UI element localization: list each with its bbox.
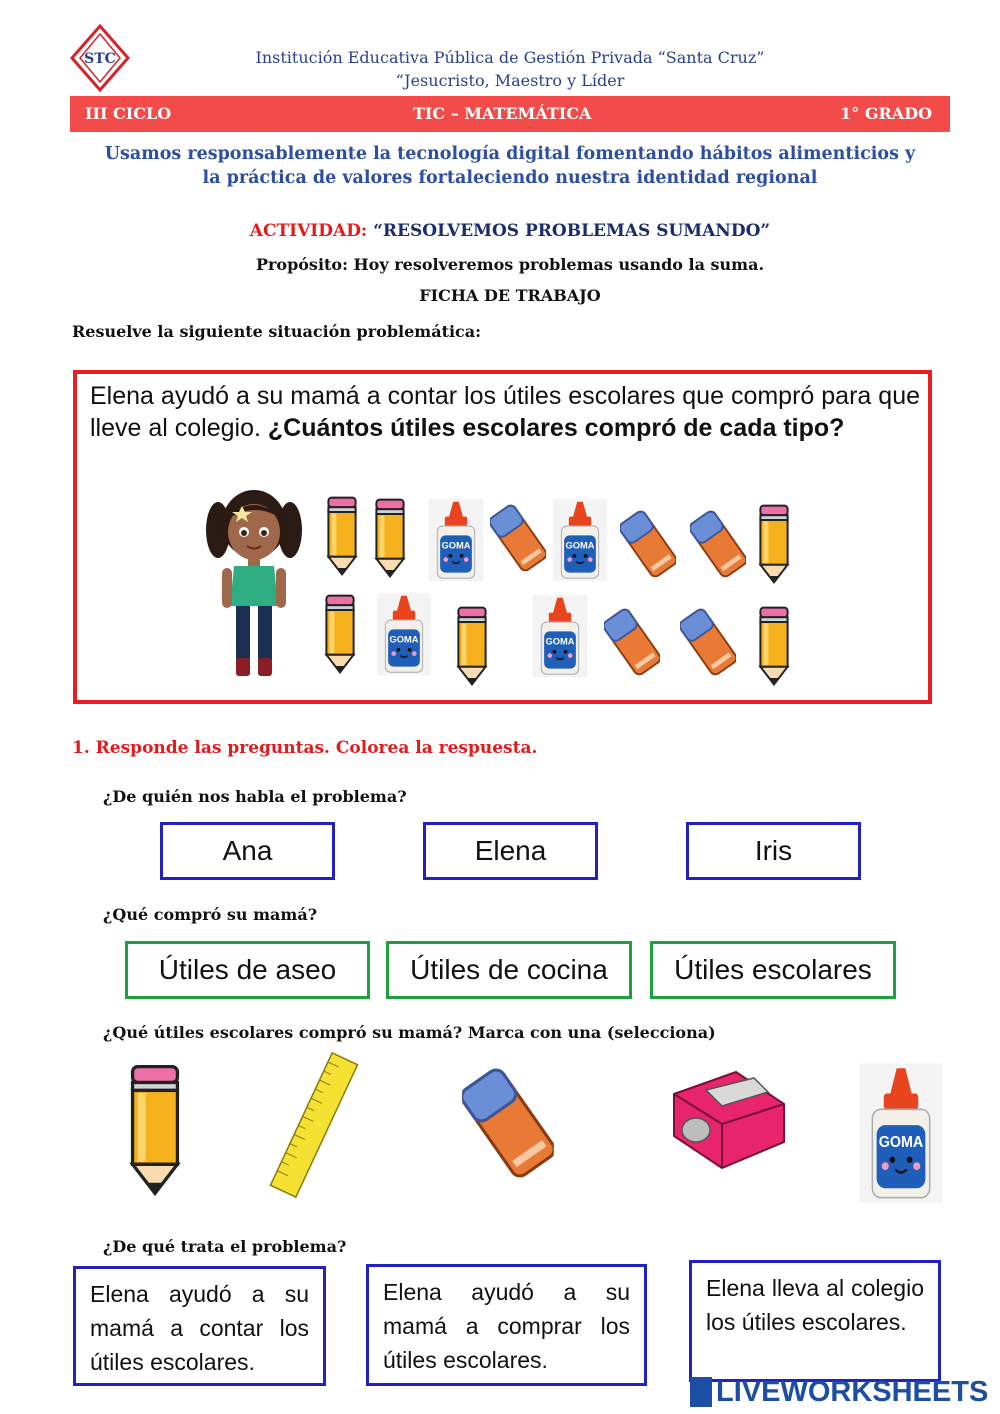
purpose-text: Propósito: Hoy resolveremos problemas usando la suma.: [255, 255, 765, 274]
pencil-icon: [452, 598, 492, 694]
eraser-icon: [620, 506, 676, 582]
answer-option-iris[interactable]: Iris: [686, 822, 861, 880]
question-4: ¿De qué trata el problema?: [103, 1237, 347, 1256]
unit-title-line1: Usamos responsablemente la tecnología digital fomentando hábitos alimenticios y: [104, 144, 916, 164]
glue-icon: [532, 592, 588, 680]
pencil-icon: [754, 496, 794, 592]
ruler-icon[interactable]: [262, 1050, 366, 1200]
answer-option-contar[interactable]: Elena ayudó a su mamá a contar los útiles escolares.: [73, 1266, 326, 1386]
eraser-icon: [690, 506, 746, 582]
unit-title: [70, 142, 950, 190]
liveworksheets-logo: [690, 1375, 988, 1409]
glue-icon: [376, 590, 432, 678]
answer-option-llevar[interactable]: Elena lleva al colegio los útiles escolares.: [689, 1260, 941, 1382]
answer-option-utiles-aseo[interactable]: Útiles de aseo: [125, 941, 370, 999]
problem-statement: [90, 380, 920, 444]
question-3: ¿Qué útiles escolares compró su mamá? Marca con una (selecciona): [103, 1023, 716, 1042]
institution-motto: “Jesucristo, Maestro y Líder: [395, 71, 625, 90]
eraser-icon: [490, 500, 546, 576]
svg-text:STC: STC: [84, 51, 116, 67]
activity-label: ACTIVIDAD:: [249, 221, 368, 241]
glue-icon[interactable]: [858, 1062, 944, 1204]
pencil-icon[interactable]: [122, 1052, 188, 1208]
activity-title: [70, 221, 950, 241]
cycle-label: III CICLO: [85, 104, 172, 123]
pencil-icon: [370, 490, 410, 586]
answer-option-utiles-escolares[interactable]: Útiles escolares: [650, 941, 896, 999]
brand-text: LIVEWORKSHEETS: [716, 1375, 989, 1408]
problem-question: ¿Cuántos útiles escolares compró de cada tipo?: [267, 414, 845, 442]
answer-option-elena[interactable]: Elena: [423, 822, 598, 880]
worksheet-label: FICHA DE TRABAJO: [419, 286, 601, 305]
answer-option-comprar[interactable]: Elena ayudó a su mamá a comprar los útiles escolares.: [366, 1264, 647, 1386]
pencil-icon: [322, 488, 362, 584]
school-logo: [70, 24, 130, 92]
answer-option-ana[interactable]: Ana: [160, 822, 335, 880]
live-badge-icon: [690, 1377, 712, 1407]
glue-icon: [552, 496, 608, 584]
problem-text-plain: Elena ayudó a su mamá a contar los útiles escolares que compró para que lleve al colegio.: [90, 382, 920, 442]
question-1: ¿De quién nos habla el problema?: [103, 787, 407, 806]
grade-label: 1° GRADO: [840, 104, 932, 123]
activity-name: “RESOLVEMOS PROBLEMAS SUMANDO”: [373, 221, 771, 241]
question-2: ¿Qué compró su mamá?: [103, 905, 318, 924]
glue-icon: [428, 496, 484, 584]
eraser-icon[interactable]: [458, 1062, 558, 1184]
section-heading: 1. Responde las preguntas. Colorea la respuesta.: [72, 738, 538, 758]
girl-illustration: [202, 482, 306, 682]
institution-name: Institución Educativa Pública de Gestión Privada “Santa Cruz”: [255, 48, 765, 67]
pencil-icon: [320, 586, 360, 682]
sharpener-icon[interactable]: [666, 1064, 792, 1172]
course-label: TIC – MATEMÁTICA: [413, 104, 592, 123]
header-band: [70, 96, 950, 132]
eraser-icon: [604, 604, 660, 680]
answer-option-utiles-cocina[interactable]: Útiles de cocina: [386, 941, 632, 999]
unit-title-line2: la práctica de valores fortaleciendo nuestra identidad regional: [202, 168, 818, 188]
pencil-icon: [754, 598, 794, 694]
eraser-icon: [680, 604, 736, 680]
instruction-text: Resuelve la siguiente situación problemática:: [72, 322, 482, 341]
